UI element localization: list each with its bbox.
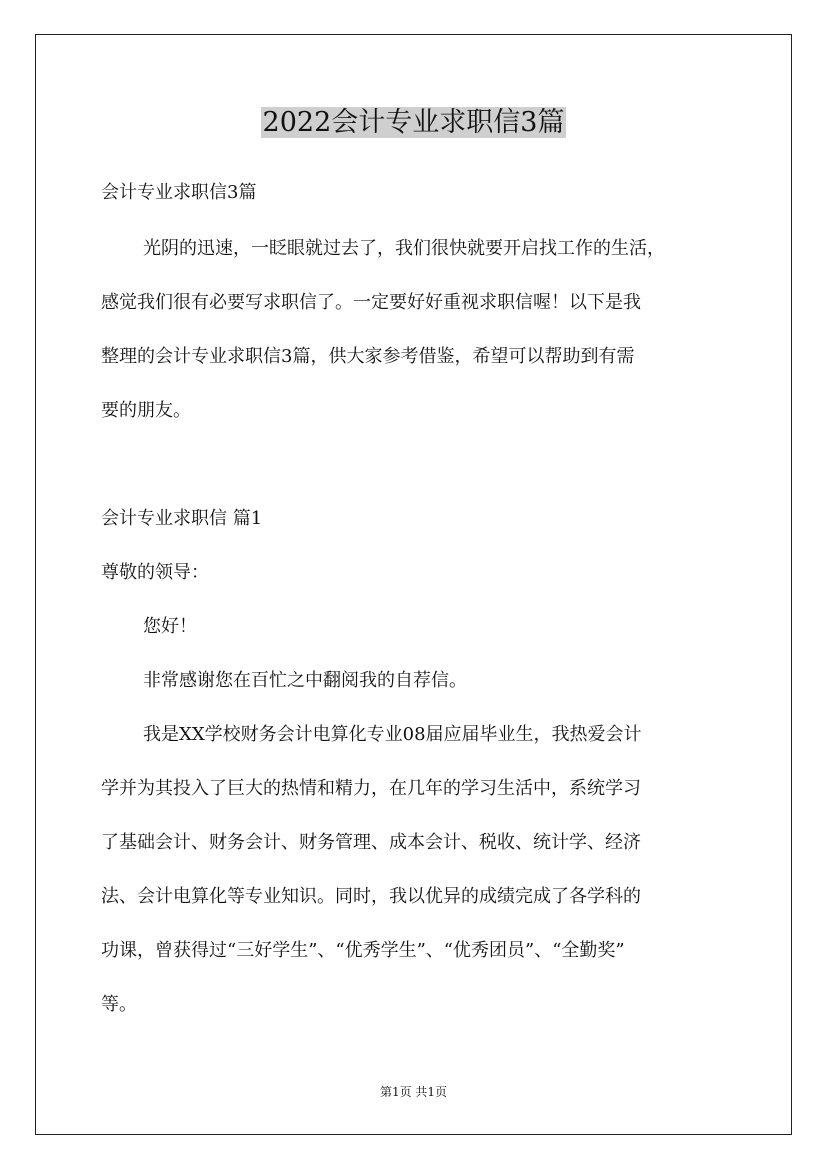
intro-line-3: 整理的会计专业求职信3篇，供大家参考借鉴，希望可以帮助到有需 (101, 346, 635, 367)
body-line-1: 我是XX学校财务会计电算化专业08届应届毕业生，我热爱会计 (143, 724, 642, 745)
document-subtitle: 会计专业求职信3篇 (101, 182, 257, 203)
intro-line-1: 光阴的迅速，一眨眼就过去了，我们很快就要开启找工作的生活， (143, 238, 665, 259)
body-line-4: 法、会计电算化等专业知识。同时，我以优异的成绩完成了各学科的 (101, 886, 641, 907)
section-heading: 会计专业求职信 篇1 (101, 508, 263, 529)
page-footer: 第1页 共1页 (379, 1085, 448, 1099)
document-title-text: 2022会计专业求职信3篇 (262, 107, 565, 138)
document-title (0, 103, 827, 143)
greeting: 您好！ (143, 616, 197, 637)
intro-line-2: 感觉我们很有必要写求职信了。一定要好好重视求职信喔！以下是我 (101, 292, 641, 313)
body-line-6: 等。 (101, 994, 137, 1015)
body-line-2: 学并为其投入了巨大的热情和精力，在几年的学习生活中，系统学习 (101, 778, 641, 799)
body-line-5: 功课，曾获得过“三好学生”、“优秀学生”、“优秀团员”、“全勤奖” (101, 940, 625, 961)
salutation: 尊敬的领导： (101, 562, 209, 583)
thanks-paragraph: 非常感谢您在百忙之中翻阅我的自荐信。 (143, 670, 467, 691)
body-line-3: 了基础会计、财务会计、财务管理、成本会计、税收、统计学、经济 (101, 832, 641, 853)
intro-line-4: 要的朋友。 (101, 400, 191, 421)
